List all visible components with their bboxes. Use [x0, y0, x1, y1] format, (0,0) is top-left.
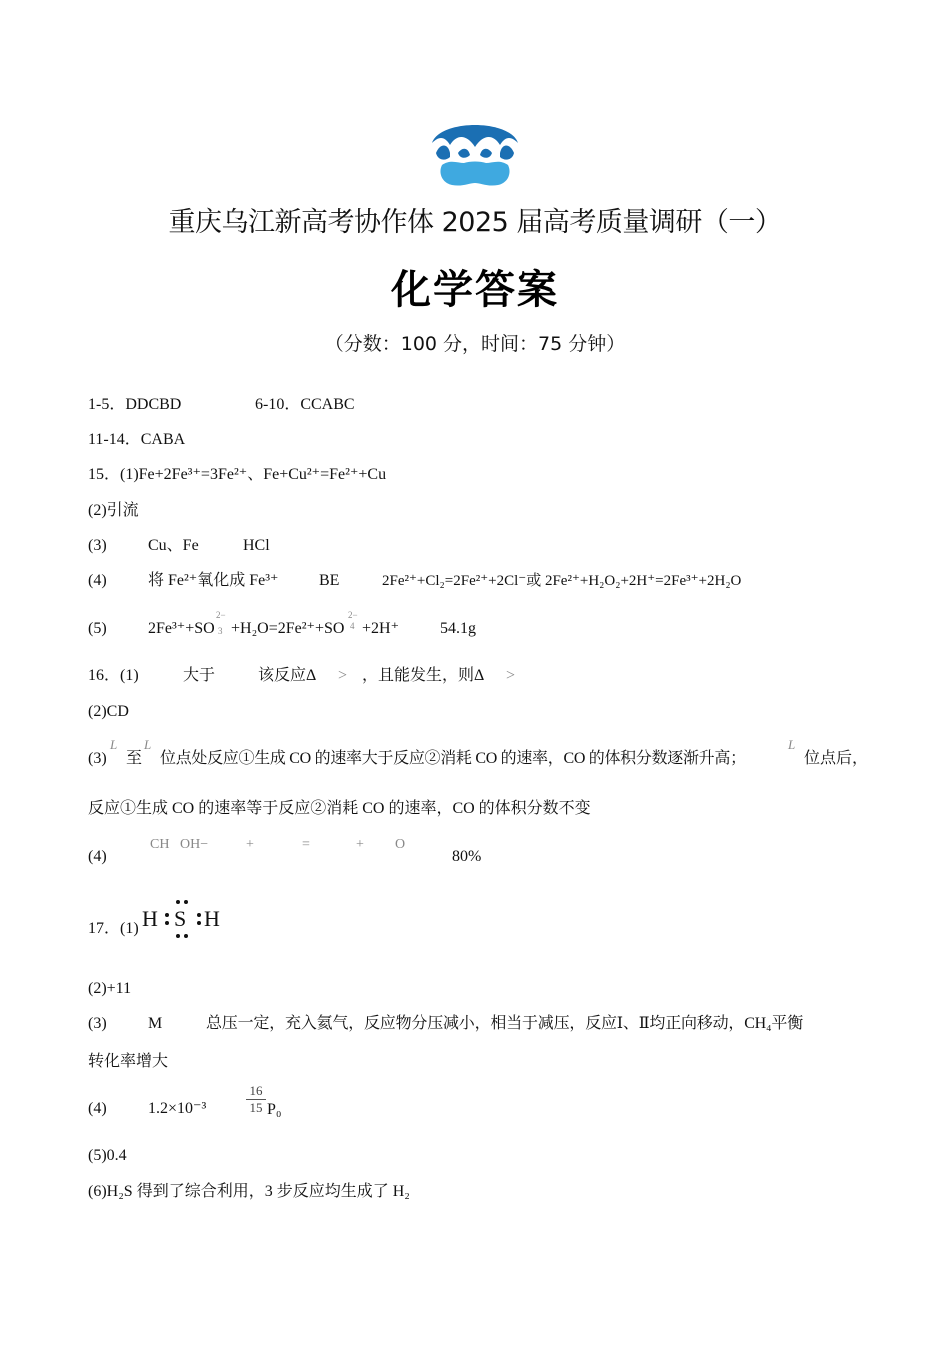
- q17-part4-pressure: P₀: [267, 1101, 282, 1118]
- q16-part3-L3: L: [788, 737, 796, 752]
- q15-part4-answer-b: BE: [319, 572, 340, 589]
- q17-part3-number: (3): [88, 1015, 107, 1032]
- q17-part3-line2: 转化率增大: [88, 1053, 169, 1070]
- q16-part3-L2: L: [144, 737, 152, 752]
- q16-part1-reason-a: 该反应Δ: [258, 667, 317, 684]
- exam-subtitle: 重庆乌江新高考协作体 2025 届高考质量调研（一）: [168, 207, 782, 238]
- q17-part1-number: 17．(1): [88, 920, 139, 937]
- q15-part5-sup2: 2−: [348, 610, 358, 620]
- q17-lewis-structure: [142, 898, 226, 940]
- q16-part4-plus2: +: [356, 837, 364, 852]
- mc-answers-11-14: 11-14．CABA: [88, 431, 186, 448]
- q17-part3-answer: M: [148, 1015, 163, 1032]
- q16-part3-after: 位点后，: [804, 750, 869, 767]
- q16-part3-line2: 反应①生成 CO 的速率等于反应②消耗 CO 的速率，CO 的体积分数不变: [88, 800, 591, 817]
- q16-part3-text: 位点处反应①生成 CO 的速率大于反应②消耗 CO 的速率，CO 的体积分数逐渐升高；: [160, 750, 746, 767]
- q17-part3-reason: 总压一定，充入氦气，反应物分压减小，相当于减压，反应Ⅰ、Ⅱ均正向移动，CH₄平衡: [206, 1015, 804, 1032]
- q15-part3-number: (3): [88, 537, 107, 554]
- lewis-electron-dots: [142, 898, 226, 940]
- q15-part3-answer-a: Cu、Fe: [148, 537, 199, 554]
- q17-part2: (2)+11: [88, 980, 132, 997]
- q16-part3-number: (3): [88, 750, 107, 767]
- page-title: 化学答案: [391, 267, 559, 313]
- q17-part4-fraction: [246, 1083, 266, 1116]
- lewis-hydrogen-left: H: [142, 906, 158, 931]
- q16-part1-gt1: >: [338, 667, 348, 684]
- q16-part4-eq-ch: CH: [150, 837, 170, 852]
- q15-part1: 15．(1)Fe+2Fe³⁺=3Fe²⁺、Fe+Cu²⁺=Fe²⁺+Cu: [88, 466, 387, 483]
- q16-part4-o: O: [395, 837, 406, 852]
- exam-meta: （分数：100 分，时间：75 分钟）: [324, 333, 626, 355]
- q15-part3-answer-b: HCl: [243, 537, 270, 554]
- q16-part4-equals: =: [302, 837, 310, 852]
- q16-part1-gt2: >: [506, 667, 516, 684]
- q16-part4-plus1: +: [246, 837, 254, 852]
- q15-part5-number: (5): [88, 620, 107, 637]
- q16-part1-number: 16．(1): [88, 667, 139, 684]
- organization-logo: [428, 113, 522, 189]
- q15-part5-sub2: 4: [350, 621, 355, 631]
- q17-part4-answer-a: 1.2×10⁻³: [148, 1100, 207, 1117]
- fraction-denominator: 15: [246, 1099, 266, 1116]
- mc-answers-6-10: 6-10．CCABC: [255, 396, 355, 413]
- q17-part6: (6)H₂S 得到了综合利用，3 步反应均生成了 H₂: [88, 1183, 410, 1200]
- q16-part3-to: 至: [126, 750, 143, 767]
- q17-part5: (5)0.4: [88, 1147, 127, 1164]
- q16-part3-L1: L: [110, 737, 118, 752]
- q15-part4-number: (4): [88, 572, 107, 589]
- q15-part5-eq-c: +2H⁺: [362, 620, 400, 637]
- fraction-numerator: 16: [249, 1083, 263, 1098]
- q15-part2: (2)引流: [88, 502, 139, 519]
- q15-part4-answer-c: 2Fe²⁺+Cl₂=2Fe²⁺+2Cl⁻或 2Fe²⁺+H₂O₂+2H⁺=2Fe³⁺+2H₂O: [382, 573, 742, 589]
- mc-answers-1-5: 1-5．DDCBD: [88, 396, 182, 413]
- q16-part4-number: (4): [88, 848, 107, 865]
- q15-part5-eq-a: 2Fe³⁺+SO: [148, 620, 215, 637]
- q15-part5-answer-mass: 54.1g: [440, 620, 476, 637]
- q16-part2: (2)CD: [88, 703, 129, 720]
- lewis-sulfur: S: [174, 906, 187, 931]
- q16-part4-eq-oh: OH−: [180, 837, 209, 852]
- q17-part4-number: (4): [88, 1100, 107, 1117]
- q15-part5-sup1: 2−: [216, 610, 226, 620]
- q16-part1-reason-b: ，且能发生，则Δ: [362, 667, 485, 684]
- q15-part5-eq-b: +H₂O=2Fe²⁺+SO: [231, 620, 345, 637]
- lewis-hydrogen-right: H: [204, 906, 220, 931]
- q15-part4-answer-a: 将 Fe²⁺氧化成 Fe³⁺: [148, 572, 279, 589]
- q16-part1-answer: 大于: [183, 667, 216, 684]
- q16-part4-answer: 80%: [452, 848, 482, 865]
- q15-part5-sub1: 3: [218, 626, 223, 636]
